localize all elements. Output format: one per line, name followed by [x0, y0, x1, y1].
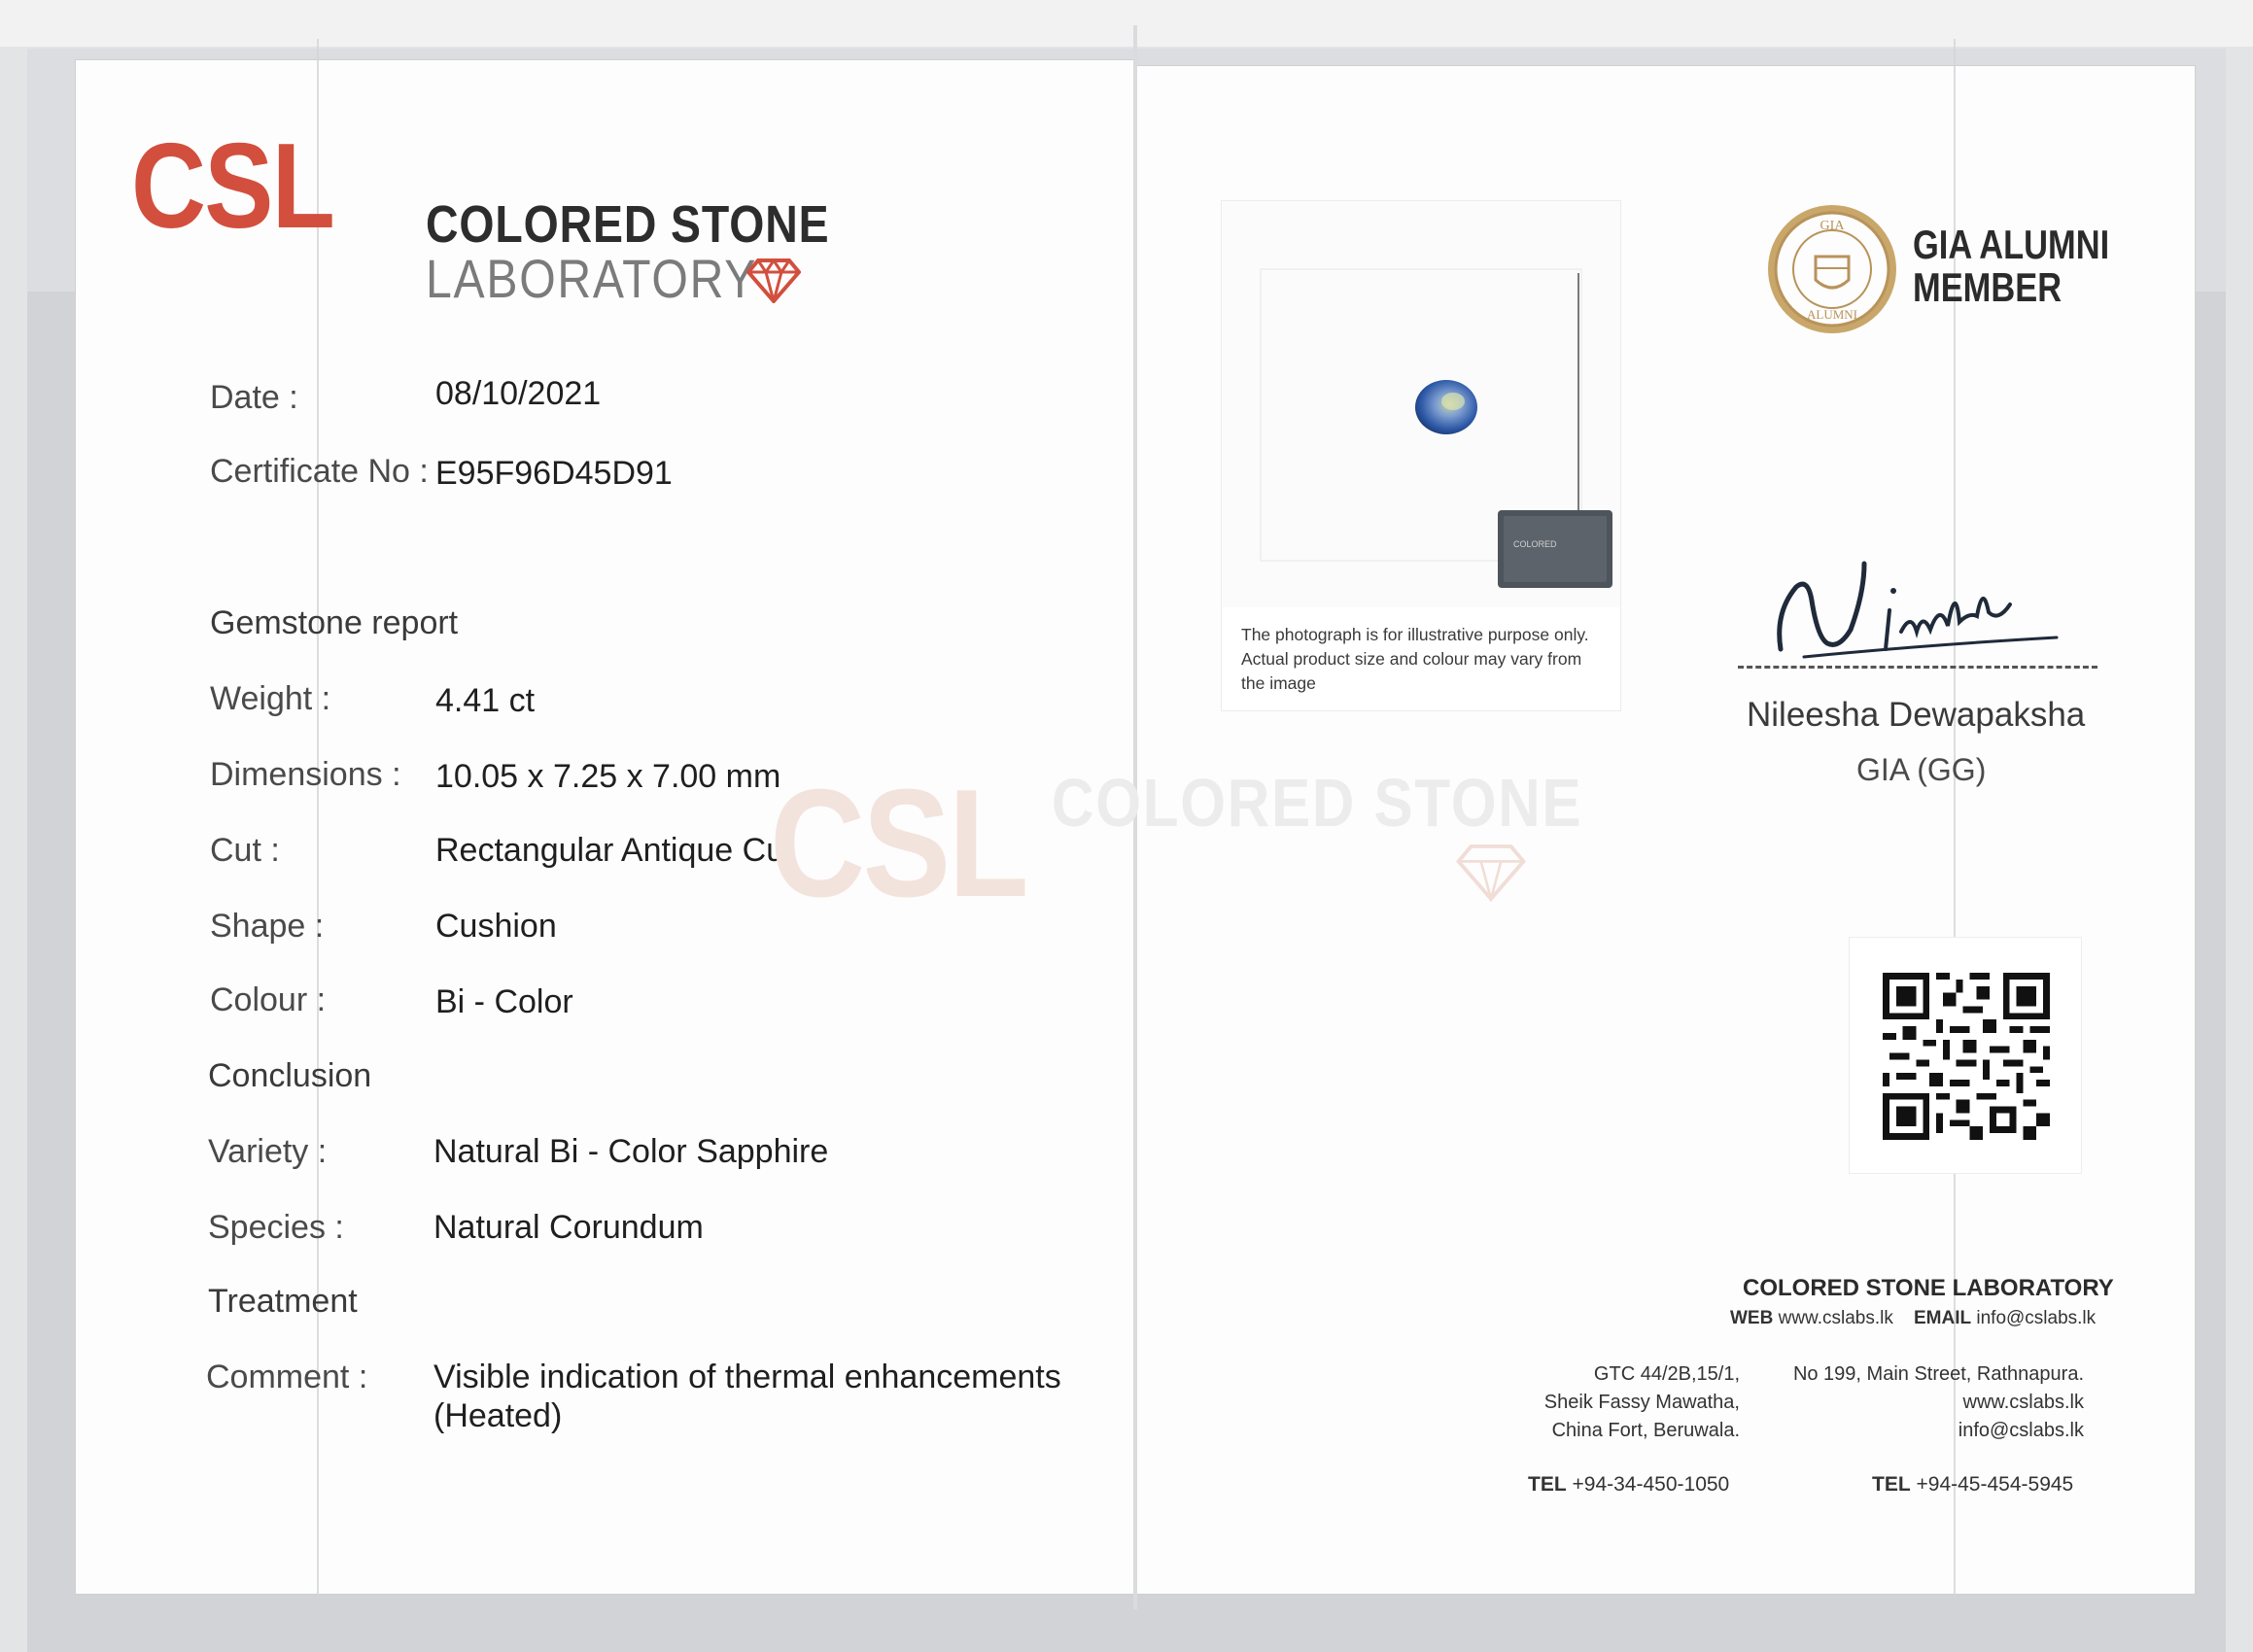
- qr-code-icon: [1883, 973, 2050, 1140]
- species-label: Species :: [208, 1209, 344, 1246]
- branch2-line3: info@cslabs.lk: [1958, 1420, 2084, 1441]
- treatment-heading: Treatment: [208, 1283, 358, 1320]
- date-label: Date :: [210, 379, 298, 416]
- branch2-tel: [1872, 1473, 2073, 1497]
- logo-line-1: COLORED STONE: [426, 195, 830, 254]
- watermark-diamond-icon: [1456, 843, 1526, 902]
- branch1-tel-value: +94-34-450-1050: [1572, 1473, 1730, 1496]
- signer-credential: GIA (GG): [1856, 752, 1987, 787]
- photo-disclaimer: [1241, 623, 1611, 696]
- branch1-tel-label: TEL: [1528, 1473, 1567, 1496]
- cut-label: Cut :: [210, 832, 280, 869]
- gia-alumni-seal-icon: [1763, 200, 1901, 338]
- branch2-address: [1793, 1360, 2084, 1445]
- conclusion-heading: Conclusion: [208, 1057, 372, 1094]
- gemstone-photo-graphic: [1222, 201, 1620, 607]
- gia-line1: GIA ALUMNI: [1913, 222, 2110, 267]
- certificate-value: E95F96D45D91: [435, 455, 673, 492]
- dimensions-value: 10.05 x 7.25 x 7.00 mm: [435, 758, 781, 795]
- shape-label: Shape :: [210, 908, 325, 945]
- seal-bottom-text: ALUMNI: [1807, 307, 1857, 322]
- photo-note-line1: The photograph is for illustrative purpose only.: [1241, 625, 1589, 644]
- gia-alumni-text: [1913, 224, 2109, 309]
- lab-web-line: [1730, 1308, 2096, 1329]
- watermark-text: COLORED STONE: [1052, 765, 1583, 841]
- watermark-mark: CSL: [770, 758, 1027, 929]
- comment-label: Comment :: [206, 1359, 368, 1395]
- variety-value: Natural Bi - Color Sapphire: [433, 1133, 829, 1170]
- photo-note-line3: the image: [1241, 673, 1316, 693]
- web-value: www.cslabs.lk: [1778, 1308, 1893, 1328]
- signer-name: Nileesha Dewapaksha: [1747, 696, 2086, 734]
- scan-background: [0, 0, 2253, 47]
- branch2-tel-value: +94-45-454-5945: [1916, 1473, 2074, 1496]
- species-value: Natural Corundum: [433, 1209, 704, 1246]
- cut-value: Rectangular Antique Cut: [435, 832, 794, 869]
- colour-label: Colour :: [210, 981, 327, 1018]
- gemstone-photo-box: [1221, 200, 1621, 711]
- svg-text:COLORED: COLORED: [1513, 539, 1557, 549]
- photo-note-line2: Actual product size and colour may vary from: [1241, 649, 1582, 669]
- branch2-line2: www.cslabs.lk: [1962, 1392, 2084, 1413]
- shape-value: Cushion: [435, 908, 557, 945]
- diamond-icon: [746, 258, 801, 303]
- signature-image: [1775, 544, 2066, 661]
- colour-value: Bi - Color: [435, 983, 573, 1020]
- signature-line: [1738, 666, 2097, 669]
- gemstone-report-heading: Gemstone report: [210, 604, 459, 641]
- email-value: info@cslabs.lk: [1976, 1308, 2097, 1328]
- branch1-line2: Sheik Fassy Mawatha,: [1543, 1392, 1740, 1413]
- variety-label: Variety :: [208, 1133, 328, 1170]
- weight-label: Weight :: [210, 680, 331, 717]
- date-value: 08/10/2021: [435, 375, 602, 412]
- branch2-tel-label: TEL: [1872, 1473, 1911, 1496]
- qr-code-box: [1849, 937, 2082, 1174]
- certificate-label: Certificate No :: [210, 453, 429, 490]
- logo-line-2: LABORATORY: [426, 248, 758, 309]
- dimensions-label: Dimensions :: [210, 756, 401, 793]
- lab-name: COLORED STONE LABORATORY: [1743, 1275, 2114, 1301]
- branch1-line3: China Fort, Beruwala.: [1551, 1420, 1740, 1441]
- branch1-address: [1544, 1360, 1740, 1445]
- gemstone-photo: [1222, 201, 1620, 607]
- email-label: EMAIL: [1913, 1308, 1972, 1328]
- web-label: WEB: [1730, 1308, 1774, 1328]
- gia-line2: MEMBER: [1913, 264, 2062, 310]
- comment-value-line1: Visible indication of thermal enhancements: [433, 1359, 1061, 1395]
- weight-value: 4.41 ct: [435, 682, 536, 719]
- branch1-line1: GTC 44/2B,15/1,: [1593, 1363, 1740, 1385]
- seal-top-text: GIA: [1820, 219, 1845, 233]
- branch1-tel: [1528, 1473, 1729, 1497]
- comment-value-line2: (Heated): [433, 1397, 563, 1434]
- branch2-line1: No 199, Main Street, Rathnapura.: [1792, 1363, 2084, 1385]
- logo-mark: CSL: [131, 120, 334, 254]
